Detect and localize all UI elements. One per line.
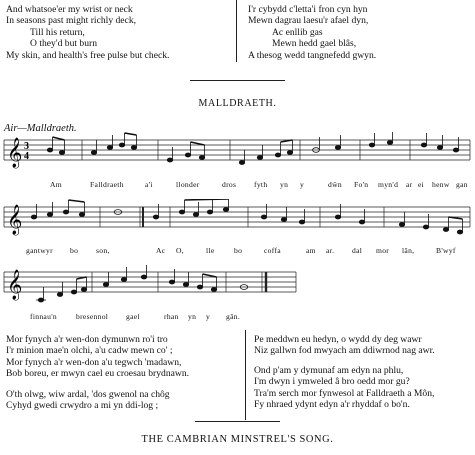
song-title: MALLDRAETH. bbox=[198, 98, 277, 109]
verse-line: And whatsoe'er my wrist or neck bbox=[6, 4, 133, 15]
verse-line: Mewn hedd gael blâs, bbox=[272, 38, 357, 50]
verse-line: I'r cybydd c'letta'i fron cyn hyn bbox=[248, 4, 368, 15]
music-staff-1 bbox=[0, 132, 475, 172]
verse-line: Ac enllib gas bbox=[272, 26, 323, 38]
verse-line: Pe meddwn eu hedyn, o wydd dy deg wawr bbox=[254, 334, 422, 345]
time-sig-bottom: 4 bbox=[24, 151, 29, 162]
bottom-verse-left bbox=[6, 334, 189, 411]
verse-line: My skin, and health's free pulse but check. bbox=[6, 49, 170, 61]
verse-line: A thesog wedd tangnefedd gwyn. bbox=[248, 49, 377, 61]
top-verse-left bbox=[6, 4, 169, 61]
verse-line: Fy nhraed ydynt edyn a'r rhyddaf o bo'n. bbox=[254, 399, 410, 411]
column-divider bbox=[245, 330, 246, 420]
music-staff-2 bbox=[0, 199, 475, 239]
verse-line: Niz gallwn fod mwyach am ddiwrnod nag awr. bbox=[254, 345, 435, 357]
verse-line: Till his return, bbox=[30, 26, 85, 38]
bottom-verse-right bbox=[254, 334, 435, 410]
verse-line: O'th olwg, wiw ardal, 'dos gwenol na chôg bbox=[6, 388, 170, 400]
next-song-title: THE CAMBRIAN MINSTREL'S SONG. bbox=[141, 434, 334, 445]
verse-line: Tra'm serch mor fynwesol at Falldraeth a Môn, bbox=[254, 387, 435, 399]
time-sig-top: 3 bbox=[24, 141, 29, 152]
verse-line: Bob boreu, er mwyn cael eu croesau brydnawn. bbox=[6, 368, 190, 380]
treble-clef-icon: 𝄞 bbox=[7, 138, 23, 168]
section-rule bbox=[195, 421, 280, 422]
column-divider bbox=[236, 0, 237, 62]
verse-line: Mor fynych a'r wen-don dymunwn ro'i tro bbox=[6, 334, 168, 345]
treble-clef-icon: 𝄞 bbox=[7, 270, 23, 300]
music-staff-3 bbox=[0, 264, 300, 308]
verse-line: O they'd but burn bbox=[30, 38, 98, 50]
section-rule bbox=[190, 80, 285, 81]
verse-line: I'r minion mae'n olchi, a'u cadw mewn co' ; bbox=[6, 345, 173, 357]
verse-line: Mor fynych a'r wen-don a'u tegwch 'madawn, bbox=[6, 356, 182, 368]
air-label: Air—Malldraeth. bbox=[4, 123, 77, 134]
verse-line: Ond p'am y dymunaf am edyn na phlu, bbox=[254, 364, 404, 376]
verse-line: I'm dwyn i ymweled â bro oedd mor gu? bbox=[254, 376, 410, 388]
verse-line: In seasons past might richly deck, bbox=[6, 15, 137, 27]
treble-clef-icon: 𝄞 bbox=[7, 205, 23, 235]
verse-line: Mewn dagrau laesu'r afael dyn, bbox=[248, 15, 369, 27]
verse-line: Cyhyd gwedi crwydro a mi yn ddi-log ; bbox=[6, 400, 159, 412]
top-verse-right bbox=[248, 4, 376, 61]
